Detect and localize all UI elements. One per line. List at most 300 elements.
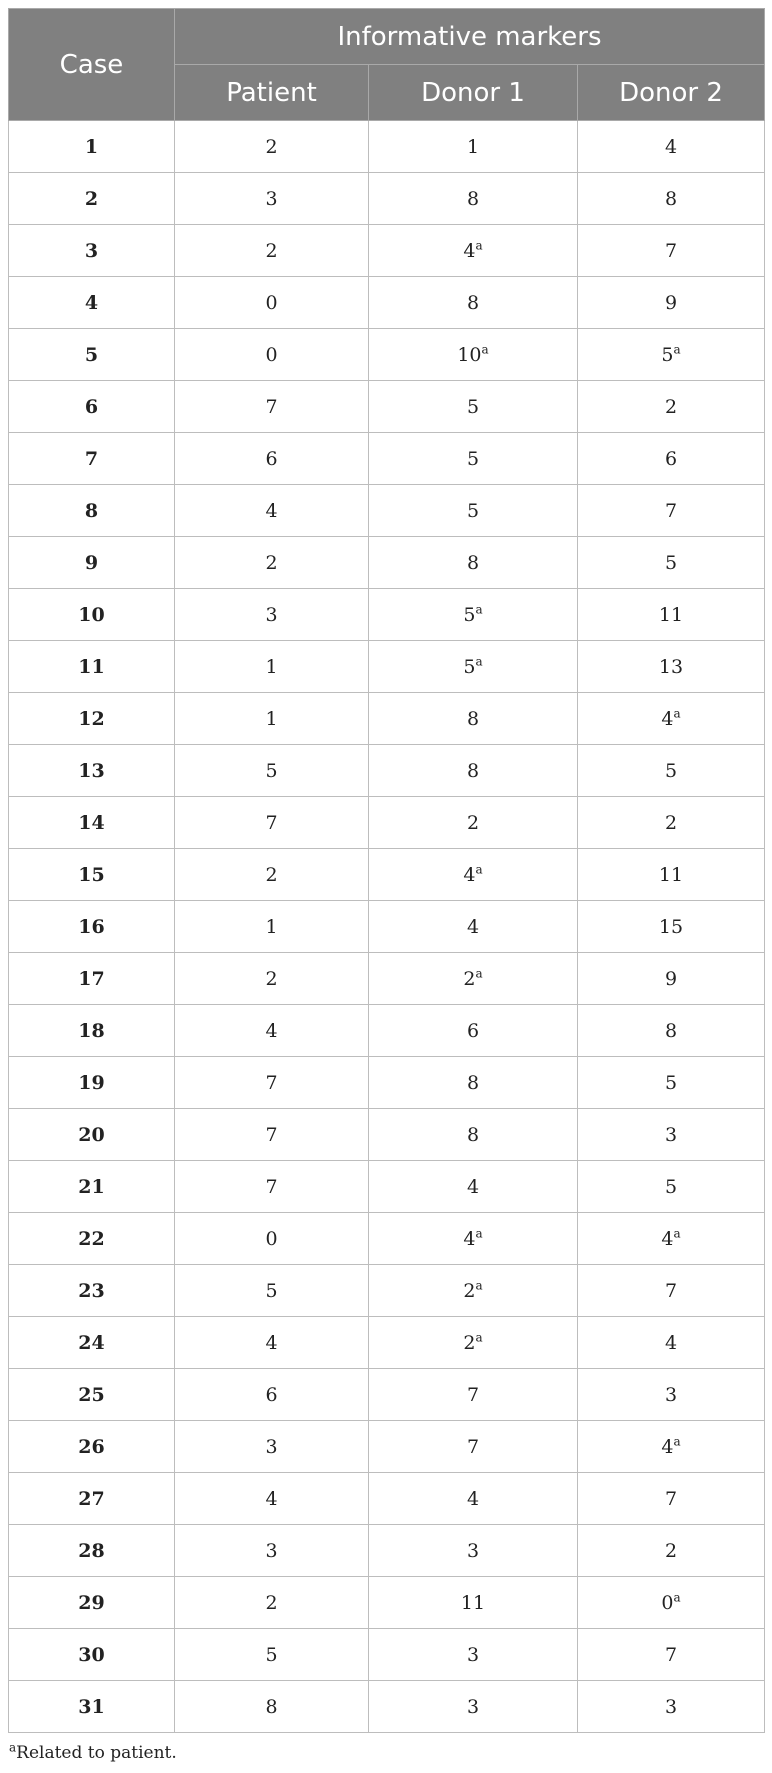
donor1-cell bbox=[369, 1161, 578, 1213]
case-cell-value: 26 bbox=[78, 1435, 105, 1458]
donor1-cell bbox=[369, 225, 578, 277]
donor2-cell bbox=[578, 1369, 765, 1421]
patient-cell-value: 2 bbox=[265, 967, 278, 990]
donor1-cell-value: 11 bbox=[460, 1591, 486, 1614]
donor1-cell-footnote-mark: a bbox=[475, 602, 483, 617]
case-cell bbox=[9, 1317, 175, 1369]
table-row bbox=[9, 225, 765, 277]
patient-cell bbox=[175, 485, 369, 537]
donor1-cell bbox=[369, 381, 578, 433]
case-cell-value: 25 bbox=[78, 1383, 105, 1406]
case-cell-value: 20 bbox=[78, 1123, 105, 1146]
case-cell bbox=[9, 953, 175, 1005]
patient-cell bbox=[175, 329, 369, 381]
patient-cell bbox=[175, 1525, 369, 1577]
table-row bbox=[9, 121, 765, 173]
donor1-cell-value: 8 bbox=[466, 187, 480, 210]
donor1-cell bbox=[369, 693, 578, 745]
donor2-cell bbox=[578, 1577, 765, 1629]
table-row bbox=[9, 1005, 765, 1057]
patient-cell bbox=[175, 589, 369, 641]
donor1-cell bbox=[369, 329, 578, 381]
case-cell bbox=[9, 589, 175, 641]
donor2-cell bbox=[578, 537, 765, 589]
table-row bbox=[9, 1265, 765, 1317]
table-row bbox=[9, 693, 765, 745]
table-row bbox=[9, 589, 765, 641]
patient-cell bbox=[175, 1629, 369, 1681]
donor2-cell-value: 3 bbox=[664, 1383, 678, 1406]
donor1-cell-value: 2 bbox=[463, 967, 476, 990]
donor1-cell-footnote-mark: a bbox=[475, 1278, 483, 1293]
donor2-cell bbox=[578, 953, 765, 1005]
case-cell bbox=[9, 849, 175, 901]
case-cell bbox=[9, 1473, 175, 1525]
patient-cell bbox=[175, 1161, 369, 1213]
donor2-cell-value: 2 bbox=[664, 395, 678, 418]
donor1-cell-footnote-mark: a bbox=[475, 1226, 483, 1241]
patient-cell-value: 7 bbox=[265, 1071, 278, 1094]
patient-cell bbox=[175, 693, 369, 745]
donor2-cell bbox=[578, 1681, 765, 1733]
donor1-cell-value: 4 bbox=[463, 863, 476, 886]
case-cell-value: 2 bbox=[84, 187, 99, 210]
donor2-cell bbox=[578, 1109, 765, 1161]
table-row bbox=[9, 1369, 765, 1421]
table-footnote bbox=[8, 1740, 764, 1763]
table-row bbox=[9, 173, 765, 225]
patient-cell bbox=[175, 1213, 369, 1265]
donor2-cell bbox=[578, 121, 765, 173]
patient-cell-value: 4 bbox=[265, 1019, 278, 1042]
donor2-cell bbox=[578, 381, 765, 433]
donor1-cell-value: 5 bbox=[463, 603, 476, 626]
donor2-cell bbox=[578, 1057, 765, 1109]
case-cell bbox=[9, 537, 175, 589]
table-row bbox=[9, 797, 765, 849]
donor1-cell-footnote-mark: a bbox=[475, 654, 483, 669]
case-cell-value: 15 bbox=[78, 863, 105, 886]
case-cell bbox=[9, 797, 175, 849]
patient-cell-value: 7 bbox=[265, 1123, 278, 1146]
donor1-cell bbox=[369, 849, 578, 901]
informative-markers-table bbox=[8, 8, 765, 1733]
donor1-cell bbox=[369, 1525, 578, 1577]
case-cell bbox=[9, 641, 175, 693]
table-row bbox=[9, 1577, 765, 1629]
case-cell-value: 14 bbox=[78, 811, 105, 834]
patient-cell-value: 7 bbox=[265, 395, 278, 418]
case-cell bbox=[9, 745, 175, 797]
patient-cell-value: 0 bbox=[265, 291, 278, 314]
donor1-cell-footnote-mark: a bbox=[475, 966, 483, 981]
case-cell-value: 1 bbox=[84, 135, 99, 158]
case-cell-value: 10 bbox=[78, 603, 105, 626]
donor1-cell-value: 4 bbox=[466, 915, 480, 938]
case-cell bbox=[9, 485, 175, 537]
donor1-cell-value: 2 bbox=[463, 1331, 476, 1354]
table-row bbox=[9, 537, 765, 589]
patient-cell bbox=[175, 1317, 369, 1369]
donor2-cell-footnote-mark: a bbox=[673, 1434, 681, 1449]
donor1-cell-value: 8 bbox=[466, 707, 480, 730]
case-cell bbox=[9, 121, 175, 173]
patient-cell bbox=[175, 1681, 369, 1733]
case-cell-value: 13 bbox=[78, 759, 105, 782]
table-row bbox=[9, 1473, 765, 1525]
donor1-cell bbox=[369, 1213, 578, 1265]
donor2-cell-value: 13 bbox=[658, 655, 684, 678]
donor1-cell bbox=[369, 1473, 578, 1525]
table-row bbox=[9, 1681, 765, 1733]
donor1-cell bbox=[369, 1317, 578, 1369]
donor1-cell-value: 8 bbox=[466, 291, 480, 314]
case-cell bbox=[9, 1109, 175, 1161]
donor1-cell-value: 10 bbox=[457, 343, 482, 366]
table-row bbox=[9, 433, 765, 485]
donor1-cell-value: 4 bbox=[463, 1227, 476, 1250]
donor2-cell-value: 4 bbox=[664, 1331, 678, 1354]
case-cell-value: 21 bbox=[78, 1175, 105, 1198]
table-row bbox=[9, 1161, 765, 1213]
patient-cell-value: 7 bbox=[265, 811, 278, 834]
patient-cell bbox=[175, 173, 369, 225]
table-header bbox=[9, 9, 765, 121]
donor1-cell-value: 8 bbox=[466, 1071, 480, 1094]
table-row bbox=[9, 1057, 765, 1109]
patient-cell bbox=[175, 537, 369, 589]
case-cell bbox=[9, 1213, 175, 1265]
donor2-cell-value: 8 bbox=[664, 1019, 678, 1042]
patient-cell bbox=[175, 745, 369, 797]
patient-cell-value: 6 bbox=[265, 1383, 278, 1406]
donor1-cell bbox=[369, 1109, 578, 1161]
table-row bbox=[9, 1525, 765, 1577]
donor2-cell-value: 9 bbox=[664, 967, 678, 990]
donor1-cell bbox=[369, 485, 578, 537]
donor1-cell bbox=[369, 1057, 578, 1109]
donor2-cell-value: 7 bbox=[664, 1643, 678, 1666]
donor2-cell-value: 4 bbox=[664, 135, 678, 158]
case-cell bbox=[9, 1057, 175, 1109]
donor2-cell-value: 4 bbox=[661, 707, 674, 730]
case-cell bbox=[9, 1005, 175, 1057]
case-cell-value: 9 bbox=[84, 551, 99, 574]
donor1-cell bbox=[369, 537, 578, 589]
donor2-cell-footnote-mark: a bbox=[673, 1590, 681, 1605]
table-row bbox=[9, 1109, 765, 1161]
donor2-cell bbox=[578, 277, 765, 329]
case-cell bbox=[9, 1525, 175, 1577]
patient-cell bbox=[175, 1421, 369, 1473]
patient-cell bbox=[175, 225, 369, 277]
case-cell-value: 8 bbox=[84, 499, 99, 522]
donor1-cell-footnote-mark: a bbox=[475, 862, 483, 877]
patient-cell-value: 5 bbox=[265, 1643, 278, 1666]
case-cell bbox=[9, 329, 175, 381]
donor2-cell-value: 8 bbox=[664, 187, 678, 210]
case-cell bbox=[9, 173, 175, 225]
donor1-cell-value: 6 bbox=[466, 1019, 480, 1042]
table-container bbox=[8, 8, 764, 1763]
donor1-cell-footnote-mark: a bbox=[481, 342, 489, 357]
donor1-cell-value: 2 bbox=[466, 811, 480, 834]
donor1-cell bbox=[369, 1577, 578, 1629]
header-case: Case bbox=[9, 9, 175, 121]
case-cell-value: 12 bbox=[78, 707, 105, 730]
donor1-cell bbox=[369, 121, 578, 173]
case-cell-value: 30 bbox=[78, 1643, 105, 1666]
donor2-cell bbox=[578, 901, 765, 953]
donor1-cell bbox=[369, 797, 578, 849]
donor1-cell bbox=[369, 1421, 578, 1473]
table-row bbox=[9, 485, 765, 537]
case-cell-value: 6 bbox=[84, 395, 99, 418]
patient-cell bbox=[175, 1109, 369, 1161]
donor1-cell-value: 3 bbox=[466, 1643, 480, 1666]
case-cell-value: 4 bbox=[84, 291, 99, 314]
donor2-cell-footnote-mark: a bbox=[673, 342, 681, 357]
patient-cell bbox=[175, 433, 369, 485]
donor1-cell-value: 5 bbox=[463, 655, 476, 678]
donor1-cell bbox=[369, 277, 578, 329]
donor1-cell-value: 3 bbox=[466, 1695, 480, 1718]
donor2-cell-value: 5 bbox=[664, 1071, 678, 1094]
patient-cell-value: 6 bbox=[265, 447, 278, 470]
donor2-cell-value: 2 bbox=[664, 811, 678, 834]
donor2-cell-value: 9 bbox=[664, 291, 678, 314]
case-cell bbox=[9, 1265, 175, 1317]
case-cell-value: 5 bbox=[84, 343, 99, 366]
case-cell bbox=[9, 1629, 175, 1681]
patient-cell-value: 4 bbox=[265, 1487, 278, 1510]
case-cell-value: 11 bbox=[78, 655, 105, 678]
case-cell-value: 31 bbox=[78, 1695, 105, 1718]
donor1-cell-value: 3 bbox=[466, 1539, 480, 1562]
donor2-cell bbox=[578, 485, 765, 537]
donor1-cell-value: 4 bbox=[466, 1487, 480, 1510]
table-row bbox=[9, 641, 765, 693]
patient-cell-value: 3 bbox=[265, 1435, 278, 1458]
donor2-cell-footnote-mark: a bbox=[673, 1226, 681, 1241]
case-cell bbox=[9, 381, 175, 433]
donor2-cell-value: 5 bbox=[664, 1175, 678, 1198]
donor1-cell-value: 8 bbox=[466, 759, 480, 782]
patient-cell-value: 7 bbox=[265, 1175, 278, 1198]
donor2-cell-value: 5 bbox=[664, 551, 678, 574]
donor2-cell bbox=[578, 1161, 765, 1213]
patient-cell-value: 2 bbox=[265, 1591, 278, 1614]
donor2-cell-value: 7 bbox=[664, 499, 678, 522]
donor2-cell-value: 4 bbox=[661, 1227, 674, 1250]
table-row bbox=[9, 1629, 765, 1681]
donor1-cell-value: 7 bbox=[466, 1435, 480, 1458]
patient-cell bbox=[175, 901, 369, 953]
table-row bbox=[9, 901, 765, 953]
case-cell bbox=[9, 901, 175, 953]
footnote-text: Related to patient. bbox=[16, 1743, 177, 1763]
donor1-cell bbox=[369, 589, 578, 641]
donor2-cell-value: 3 bbox=[664, 1695, 678, 1718]
donor2-cell-value: 11 bbox=[658, 603, 684, 626]
donor2-cell-footnote-mark: a bbox=[673, 706, 681, 721]
donor2-cell-value: 7 bbox=[664, 1279, 678, 1302]
patient-cell bbox=[175, 1005, 369, 1057]
donor1-cell-footnote-mark: a bbox=[475, 238, 483, 253]
case-cell bbox=[9, 693, 175, 745]
patient-cell-value: 1 bbox=[265, 707, 278, 730]
case-cell bbox=[9, 225, 175, 277]
patient-cell bbox=[175, 641, 369, 693]
donor1-cell-value: 5 bbox=[466, 499, 480, 522]
donor2-cell bbox=[578, 1525, 765, 1577]
donor1-cell bbox=[369, 641, 578, 693]
patient-cell-value: 2 bbox=[265, 135, 278, 158]
patient-cell-value: 2 bbox=[265, 239, 278, 262]
donor2-cell bbox=[578, 1005, 765, 1057]
donor1-cell bbox=[369, 1005, 578, 1057]
donor1-cell bbox=[369, 1265, 578, 1317]
donor2-cell bbox=[578, 1317, 765, 1369]
donor2-cell bbox=[578, 641, 765, 693]
patient-cell-value: 1 bbox=[265, 915, 278, 938]
donor1-cell bbox=[369, 745, 578, 797]
case-cell-value: 7 bbox=[84, 447, 99, 470]
patient-cell-value: 8 bbox=[265, 1695, 278, 1718]
case-cell-value: 27 bbox=[78, 1487, 105, 1510]
donor1-cell-value: 8 bbox=[466, 551, 480, 574]
donor1-cell bbox=[369, 901, 578, 953]
donor1-cell-value: 4 bbox=[463, 239, 476, 262]
footnote-mark: a bbox=[9, 1740, 17, 1755]
patient-cell bbox=[175, 1577, 369, 1629]
patient-cell bbox=[175, 849, 369, 901]
donor2-cell-value: 15 bbox=[658, 915, 684, 938]
patient-cell-value: 1 bbox=[265, 655, 278, 678]
donor1-cell-value: 5 bbox=[466, 447, 480, 470]
donor2-cell-value: 11 bbox=[658, 863, 684, 886]
donor2-cell-value: 3 bbox=[664, 1123, 678, 1146]
patient-cell-value: 3 bbox=[265, 187, 278, 210]
donor1-cell bbox=[369, 1369, 578, 1421]
donor1-cell-value: 2 bbox=[463, 1279, 476, 1302]
donor1-cell bbox=[369, 1681, 578, 1733]
patient-cell bbox=[175, 1265, 369, 1317]
table-row bbox=[9, 745, 765, 797]
donor1-cell bbox=[369, 173, 578, 225]
patient-cell-value: 0 bbox=[265, 1227, 278, 1250]
case-cell-value: 19 bbox=[78, 1071, 105, 1094]
donor2-cell bbox=[578, 589, 765, 641]
table-row bbox=[9, 1213, 765, 1265]
table-row bbox=[9, 849, 765, 901]
patient-cell-value: 4 bbox=[265, 1331, 278, 1354]
table-row bbox=[9, 381, 765, 433]
patient-cell bbox=[175, 953, 369, 1005]
donor2-cell bbox=[578, 1213, 765, 1265]
patient-cell-value: 3 bbox=[265, 603, 278, 626]
case-cell-value: 23 bbox=[78, 1279, 105, 1302]
case-cell-value: 28 bbox=[78, 1539, 105, 1562]
header-informative-markers: Informative markers bbox=[175, 9, 765, 65]
case-cell bbox=[9, 1161, 175, 1213]
donor1-cell bbox=[369, 433, 578, 485]
header-donor-1: Donor 1 bbox=[369, 65, 578, 121]
donor1-cell-value: 5 bbox=[466, 395, 480, 418]
donor2-cell-value: 0 bbox=[661, 1591, 674, 1614]
header-patient: Patient bbox=[175, 65, 369, 121]
donor2-cell-value: 2 bbox=[664, 1539, 678, 1562]
header-donor-2: Donor 2 bbox=[578, 65, 765, 121]
donor2-cell bbox=[578, 1421, 765, 1473]
patient-cell-value: 2 bbox=[265, 863, 278, 886]
case-cell bbox=[9, 1421, 175, 1473]
patient-cell bbox=[175, 1473, 369, 1525]
table-row bbox=[9, 329, 765, 381]
donor2-cell-value: 5 bbox=[661, 343, 674, 366]
donor2-cell bbox=[578, 693, 765, 745]
case-cell-value: 17 bbox=[78, 967, 105, 990]
donor1-cell-value: 8 bbox=[466, 1123, 480, 1146]
patient-cell bbox=[175, 797, 369, 849]
patient-cell bbox=[175, 121, 369, 173]
donor2-cell-value: 7 bbox=[664, 1487, 678, 1510]
donor2-cell bbox=[578, 849, 765, 901]
donor2-cell bbox=[578, 1629, 765, 1681]
case-cell bbox=[9, 433, 175, 485]
case-cell bbox=[9, 277, 175, 329]
donor2-cell-value: 4 bbox=[661, 1435, 674, 1458]
donor2-cell bbox=[578, 433, 765, 485]
case-cell bbox=[9, 1681, 175, 1733]
donor1-cell-value: 1 bbox=[466, 135, 480, 158]
table-row bbox=[9, 1317, 765, 1369]
patient-cell-value: 2 bbox=[265, 551, 278, 574]
table-row bbox=[9, 1421, 765, 1473]
donor2-cell-value: 5 bbox=[664, 759, 678, 782]
donor1-cell-value: 4 bbox=[466, 1175, 480, 1198]
table-body bbox=[9, 121, 765, 1733]
donor2-cell bbox=[578, 1473, 765, 1525]
donor2-cell bbox=[578, 225, 765, 277]
donor1-cell-value: 7 bbox=[466, 1383, 480, 1406]
case-cell bbox=[9, 1577, 175, 1629]
case-cell bbox=[9, 1369, 175, 1421]
case-cell-value: 16 bbox=[78, 915, 105, 938]
patient-cell-value: 4 bbox=[265, 499, 278, 522]
patient-cell bbox=[175, 381, 369, 433]
patient-cell bbox=[175, 277, 369, 329]
donor1-cell bbox=[369, 953, 578, 1005]
patient-cell-value: 3 bbox=[265, 1539, 278, 1562]
table-row bbox=[9, 953, 765, 1005]
patient-cell bbox=[175, 1369, 369, 1421]
donor1-cell bbox=[369, 1629, 578, 1681]
donor1-cell-footnote-mark: a bbox=[475, 1330, 483, 1345]
donor2-cell-value: 6 bbox=[664, 447, 678, 470]
donor2-cell bbox=[578, 173, 765, 225]
case-cell-value: 18 bbox=[78, 1019, 105, 1042]
donor2-cell bbox=[578, 329, 765, 381]
case-cell-value: 29 bbox=[78, 1591, 105, 1614]
table-row bbox=[9, 277, 765, 329]
patient-cell-value: 5 bbox=[265, 1279, 278, 1302]
donor2-cell bbox=[578, 797, 765, 849]
patient-cell-value: 0 bbox=[265, 343, 278, 366]
case-cell-value: 24 bbox=[78, 1331, 105, 1354]
donor2-cell bbox=[578, 1265, 765, 1317]
donor2-cell-value: 7 bbox=[664, 239, 678, 262]
